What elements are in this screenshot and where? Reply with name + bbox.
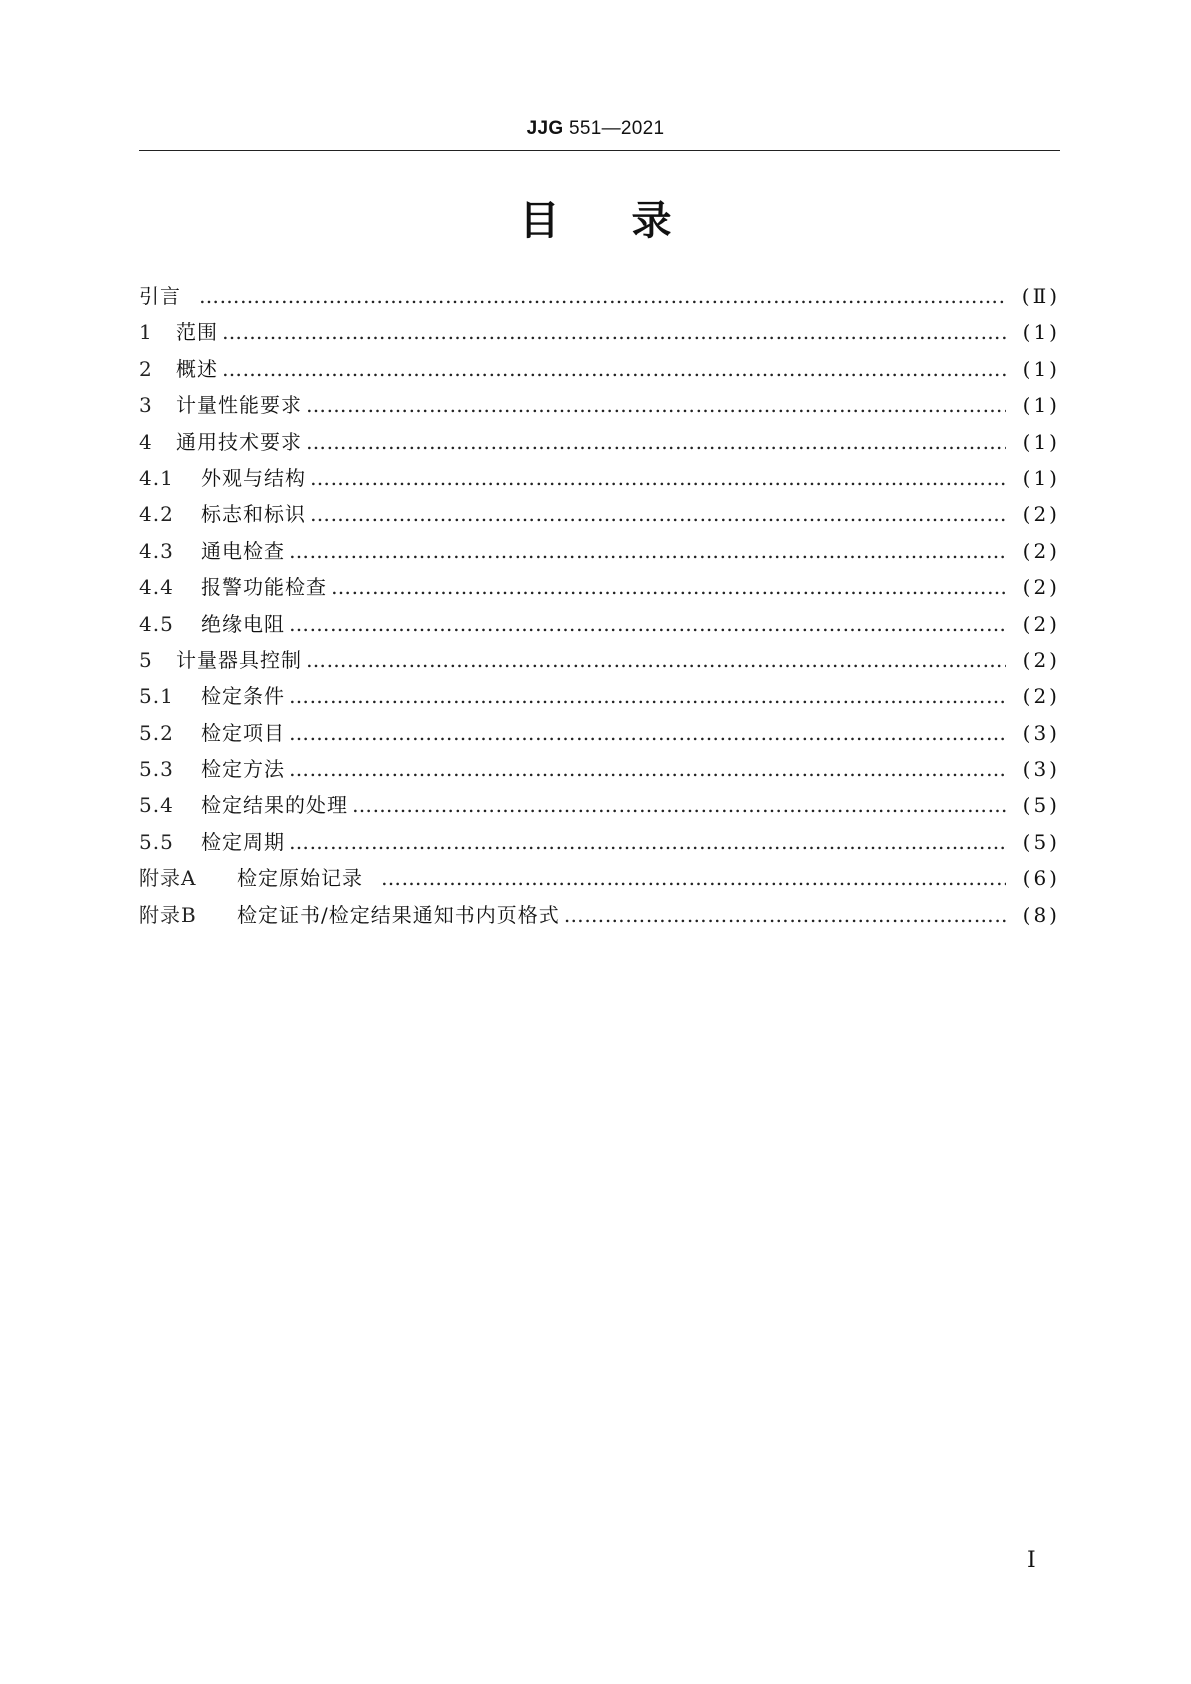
toc-leader-dots	[306, 387, 1006, 423]
toc-title: 目录	[519, 198, 744, 244]
toc-entry-label: 计量器具控制	[176, 647, 302, 672]
toc-entry-number: 4.3	[139, 538, 174, 563]
toc-leader-dots	[310, 496, 1006, 532]
toc-entry-number: 3	[139, 393, 153, 418]
toc-entry-label: 标志和标识	[201, 502, 306, 527]
toc-entry-2[interactable]	[139, 351, 1060, 387]
toc-entry-page: (1)	[1022, 356, 1060, 381]
toc-leader-dots	[306, 424, 1006, 460]
toc-entry-label: 检定证书/检定结果通知书内页格式	[237, 902, 560, 927]
toc-entry-label: 引言	[139, 284, 181, 308]
toc-entry-label: 概述	[176, 356, 218, 381]
toc-leader-dots	[289, 824, 1006, 860]
toc-entry-4[interactable]	[139, 424, 1060, 460]
toc-leader-dots	[352, 787, 1006, 823]
toc-entry-number: 2	[139, 356, 153, 381]
toc-entry-number: 4.1	[139, 465, 174, 490]
toc-entry-page: (5)	[1022, 793, 1060, 818]
toc-entry-number: 5	[139, 647, 153, 672]
toc-entry-label: 绝缘电阻	[201, 611, 285, 636]
toc-leader-dots	[381, 860, 1006, 896]
toc-entry-page: (2)	[1022, 575, 1060, 600]
toc-entry-page: (1)	[1022, 429, 1060, 454]
toc-leader-dots	[289, 751, 1006, 787]
toc-entry-5-5[interactable]	[139, 824, 1060, 860]
toc-entry-number: 1	[139, 320, 153, 345]
toc-entry-4-5[interactable]	[139, 606, 1060, 642]
toc-entry-page: (5)	[1022, 829, 1060, 854]
toc-entry-number: 5.4	[139, 793, 174, 818]
toc-entry-label: 检定结果的处理	[201, 793, 348, 818]
toc-entry-page: (8)	[1022, 902, 1060, 927]
toc-leader-dots	[199, 278, 1006, 314]
toc-entry-label: 检定条件	[201, 684, 285, 709]
toc-entry-number: 5.2	[139, 720, 174, 745]
toc-entry-number: 5.3	[139, 757, 174, 782]
toc-entry-5-2[interactable]	[139, 715, 1060, 751]
toc-entry-label: 检定周期	[201, 829, 285, 854]
toc-leader-dots	[222, 351, 1006, 387]
toc-entry-label: 计量性能要求	[176, 393, 302, 418]
toc-entry-1[interactable]	[139, 314, 1060, 350]
toc-entry-page: (6)	[1022, 866, 1060, 891]
toc-entry-page: (1)	[1022, 393, 1060, 418]
toc-leader-dots	[289, 678, 1006, 714]
toc-entry-label: 通电检查	[201, 538, 285, 563]
toc-entry-label: 外观与结构	[201, 465, 306, 490]
toc-entry-4-1[interactable]	[139, 460, 1060, 496]
standard-number: 551—2021	[563, 118, 665, 139]
toc-entry-5-3[interactable]	[139, 751, 1060, 787]
toc-entry-page: (1)	[1022, 320, 1060, 345]
header-rule	[139, 150, 1060, 151]
toc-entry-number: 附录A	[139, 866, 197, 891]
toc-entry-appendix-b[interactable]	[139, 897, 1060, 933]
toc-leader-dots	[310, 460, 1006, 496]
toc-entry-number: 4.2	[139, 502, 174, 527]
toc-entry-label: 范围	[176, 320, 218, 345]
toc-entry-page: (2)	[1022, 538, 1060, 563]
document-header	[0, 118, 1191, 140]
standard-prefix: JJG	[526, 118, 564, 139]
toc-entry-5[interactable]	[139, 642, 1060, 678]
toc-leader-dots	[289, 533, 1006, 569]
toc-entry-label: 报警功能检查	[201, 575, 327, 600]
toc-entry-4-3[interactable]	[139, 533, 1060, 569]
toc-entry-page: (2)	[1022, 647, 1060, 672]
toc-entry-page: (Ⅱ)	[1021, 284, 1060, 308]
toc-entry-5-4[interactable]	[139, 787, 1060, 823]
toc-entry-3[interactable]	[139, 387, 1060, 423]
toc-leader-dots	[289, 715, 1006, 751]
toc-entry-page: (1)	[1022, 465, 1060, 490]
toc-entry-introduction[interactable]	[139, 278, 1060, 314]
toc-entry-number: 5.5	[139, 829, 174, 854]
toc-leader-dots	[222, 314, 1006, 350]
toc-leader-dots	[331, 569, 1006, 605]
toc-leader-dots	[564, 897, 1006, 933]
toc-entry-page: (2)	[1022, 684, 1060, 709]
toc-entry-page: (3)	[1022, 720, 1060, 745]
toc-entry-appendix-a[interactable]	[139, 860, 1060, 896]
toc-leader-dots	[306, 642, 1006, 678]
table-of-contents	[139, 278, 1060, 933]
toc-entry-5-1[interactable]	[139, 678, 1060, 714]
toc-entry-label: 检定方法	[201, 757, 285, 782]
toc-entry-number: 5.1	[139, 684, 174, 709]
toc-entry-number: 4	[139, 429, 153, 454]
toc-entry-4-2[interactable]	[139, 496, 1060, 532]
toc-entry-page: (2)	[1022, 611, 1060, 636]
toc-entry-4-4[interactable]	[139, 569, 1060, 605]
toc-entry-label: 通用技术要求	[176, 429, 302, 454]
toc-entry-label: 检定项目	[201, 720, 285, 745]
toc-leader-dots	[289, 606, 1006, 642]
toc-entry-page: (2)	[1022, 502, 1060, 527]
toc-entry-page: (3)	[1022, 757, 1060, 782]
toc-entry-label: 检定原始记录	[237, 866, 363, 891]
toc-entry-number: 4.5	[139, 611, 174, 636]
toc-entry-number: 附录B	[139, 902, 197, 927]
page-number: Ⅰ	[1027, 1548, 1036, 1573]
toc-entry-number: 4.4	[139, 575, 174, 600]
